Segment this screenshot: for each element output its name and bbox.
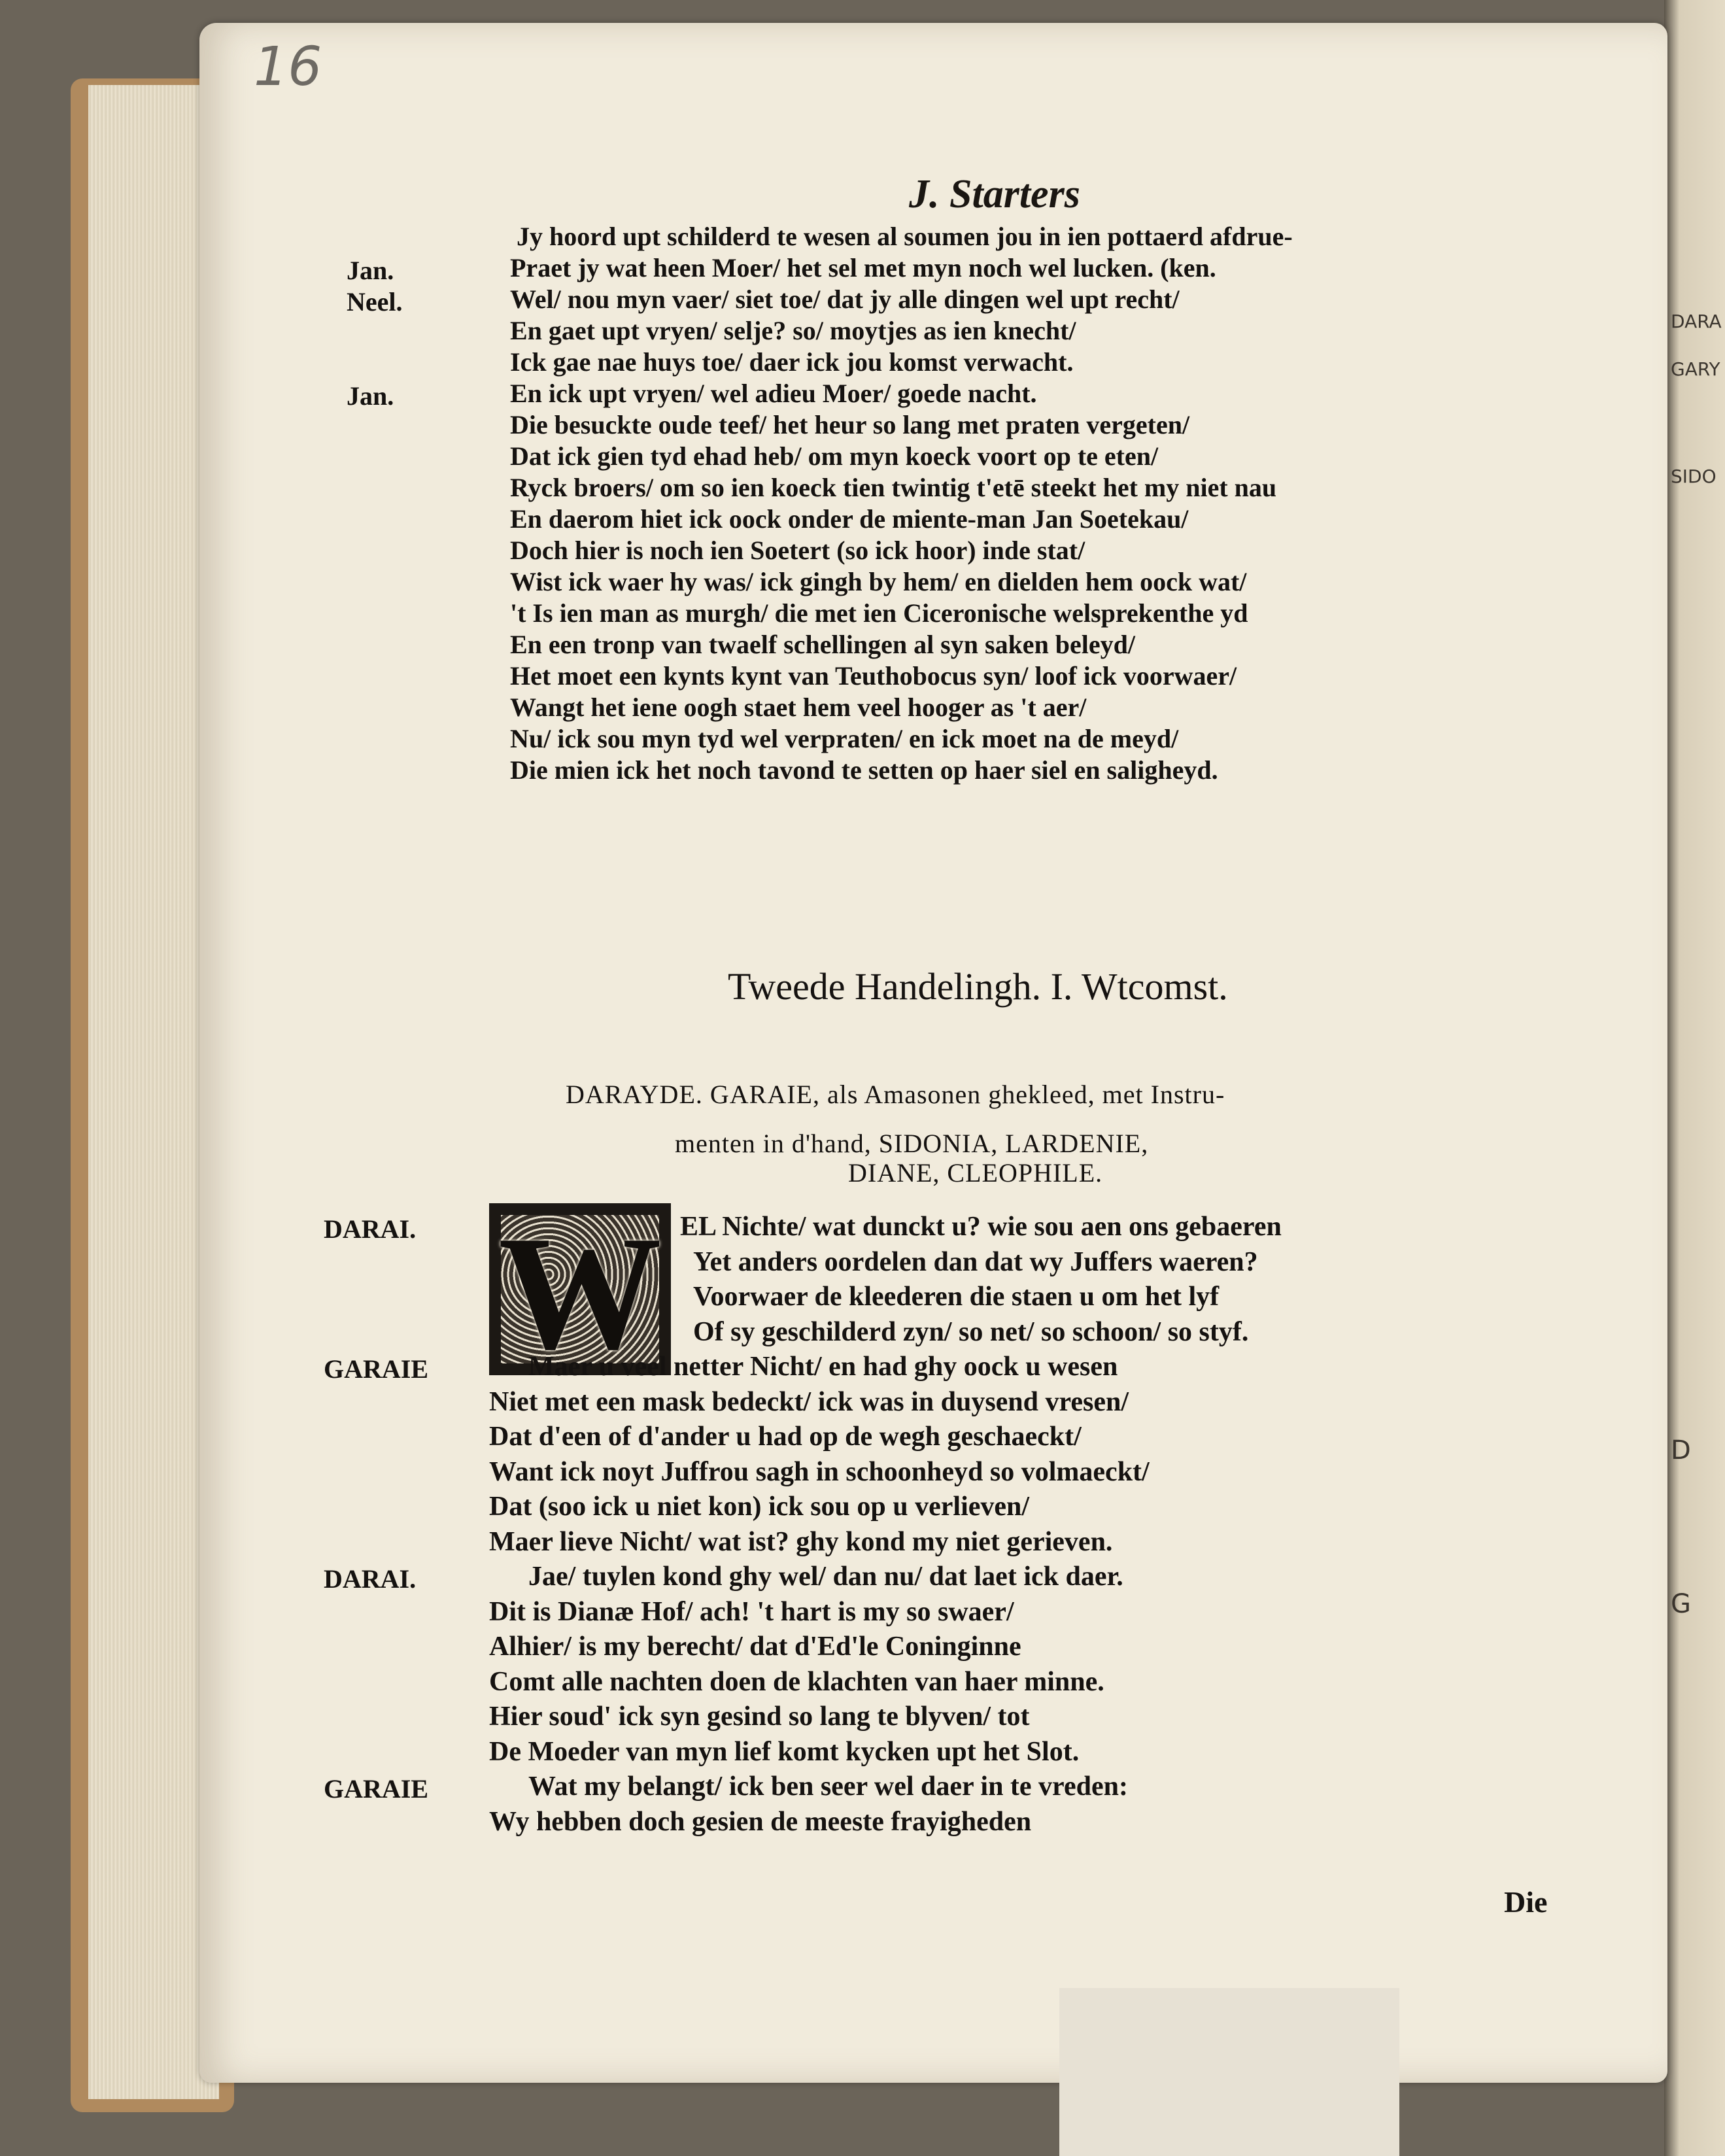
speaker-label: DARAI.	[324, 1564, 417, 1594]
verse-line: Niet met een mask bedeckt/ ick was in duysend vresen/	[489, 1386, 1129, 1417]
verse-line: De Moeder van myn lief komt kycken upt het Slot.	[489, 1736, 1080, 1767]
verse-line: En gaet upt vryen/ selje? so/ moytjes as ien knecht/	[510, 316, 1076, 345]
verse-line: Het moet een kynts kynt van Teuthobocus syn/ loof ick voorwaer/	[510, 661, 1237, 691]
verse-line: En een tronp van twaelf schellingen al syn saken beleyd/	[510, 630, 1136, 659]
running-head: J. Starters	[909, 172, 1080, 216]
speaker-label: GARAIE	[324, 1774, 429, 1804]
facing-fragment: G	[1671, 1589, 1691, 1619]
facing-fragment: SIDO	[1671, 466, 1716, 487]
verse-line: Ick gae nae huys toe/ daer ick jou komst verwacht.	[510, 347, 1074, 377]
speaker-label: Neel.	[347, 287, 403, 317]
verse-line: Maer lieve Nicht/ wat ist? ghy kond my niet gerieven.	[489, 1526, 1113, 1557]
verse-line: Wangt het iene oogh staet hem veel hooger as 't aer/	[510, 693, 1087, 722]
verse-line: Maer u veel netter Nicht/ en had ghy oock u wesen	[528, 1352, 1118, 1382]
facing-fragment: D	[1671, 1435, 1691, 1465]
verse-line: Comt alle nachten doen de klachten van haer minne.	[489, 1666, 1104, 1697]
verse-line: Praet jy wat heen Moer/ het sel met myn noch wel lucken. (ken.	[510, 253, 1216, 282]
verse-line: Jae/ tuylen kond ghy wel/ dan nu/ dat laet ick daer.	[528, 1562, 1123, 1592]
verse-line: Voorwaer de kleederen die staen u om het lyf	[693, 1282, 1220, 1312]
dramatis-personae-line: DIANE, CLEOPHILE.	[848, 1158, 1103, 1188]
verse-line: Alhier/ is my berecht/ dat d'Ed'le Coninginne	[489, 1632, 1021, 1662]
dramatis-personae-line: DARAYDE. GARAIE, als Amasonen ghekleed, met Instru-	[566, 1080, 1225, 1109]
speaker-label: GARAIE	[324, 1354, 429, 1384]
verse-line: Doch hier is noch ien Soetert (so ick hoor) inde stat/	[510, 536, 1085, 565]
verse-line: Dat d'een of d'ander u had op de wegh geschaeckt/	[489, 1422, 1082, 1452]
verse-line: Yet anders oordelen dan dat wy Juffers waeren?	[693, 1246, 1258, 1277]
page-number: 16	[254, 36, 322, 98]
facing-page	[1664, 0, 1725, 2156]
drop-cap-ornament	[489, 1203, 671, 1384]
verse-line: Wel/ nou myn vaer/ siet toe/ dat jy alle dingen wel upt recht/	[510, 284, 1180, 314]
drop-cap-letter: W	[498, 1203, 662, 1384]
verse-line: Nu/ ick sou myn tyd wel verpraten/ en ick moet na de meyd/	[510, 724, 1179, 753]
facing-fragment: GARY	[1671, 358, 1720, 380]
verse-line: Dat (soo ick u niet kon) ick sou op u verlieven/	[489, 1492, 1030, 1522]
verse-line: 't Is ien man as murgh/ die met ien Ciceronische welsprekenthe yd	[510, 598, 1248, 628]
verse-line: Wist ick waer hy was/ ick gingh by hem/ en dielden hem oock wat/	[510, 567, 1247, 596]
speaker-label: Jan.	[347, 256, 394, 285]
verse-line: Wy hebben doch gesien de meeste frayigheden	[489, 1806, 1032, 1837]
catchword: Die	[1504, 1885, 1548, 1919]
verse-line: En ick upt vryen/ wel adieu Moer/ goede nacht.	[510, 379, 1037, 408]
verse-line: Ryck broers/ om so ien koeck tien twintig t'etē steekt het my niet nau	[510, 473, 1277, 502]
verse-line: EL Nichte/ wat dunckt u? wie sou aen ons gebaeren	[680, 1212, 1282, 1242]
verse-line: Want ick noyt Juffrou sagh in schoonheyd so volmaeckt/	[489, 1456, 1150, 1487]
verse-line: Wat my belangt/ ick ben seer wel daer in te vreden:	[528, 1771, 1128, 1802]
verse-line: En daerom hiet ick oock onder de miente-man Jan Soetekau/	[510, 504, 1189, 534]
verse-line: Jy hoord upt schilderd te wesen al soumen jou in ien pottaerd afdrue-	[517, 222, 1293, 251]
facing-fragment: DARA	[1671, 311, 1722, 332]
verse-line: Dat ick gien tyd ehad heb/ om myn koeck voort op te eten/	[510, 441, 1159, 471]
paper-tab	[1059, 1988, 1399, 2156]
verse-line: Die mien ick het noch tavond te setten op haer siel en saligheyd.	[510, 755, 1218, 785]
verse-line: Hier soud' ick syn gesind so lang te blyven/ tot	[489, 1702, 1030, 1732]
act-heading: Tweede Handelingh. I. Wtcomst.	[728, 965, 1228, 1008]
verse-line: Of sy geschilderd zyn/ so net/ so schoon/ so styf.	[693, 1316, 1249, 1347]
speaker-label: DARAI.	[324, 1214, 417, 1244]
verse-line: Die besuckte oude teef/ het heur so lang met praten vergeten/	[510, 410, 1190, 439]
dramatis-personae-line: menten in d'hand, SIDONIA, LARDENIE,	[675, 1129, 1149, 1158]
speaker-label: Jan.	[347, 381, 394, 411]
verse-line: Dit is Dianæ Hof/ ach! 't hart is my so swaer/	[489, 1596, 1014, 1627]
